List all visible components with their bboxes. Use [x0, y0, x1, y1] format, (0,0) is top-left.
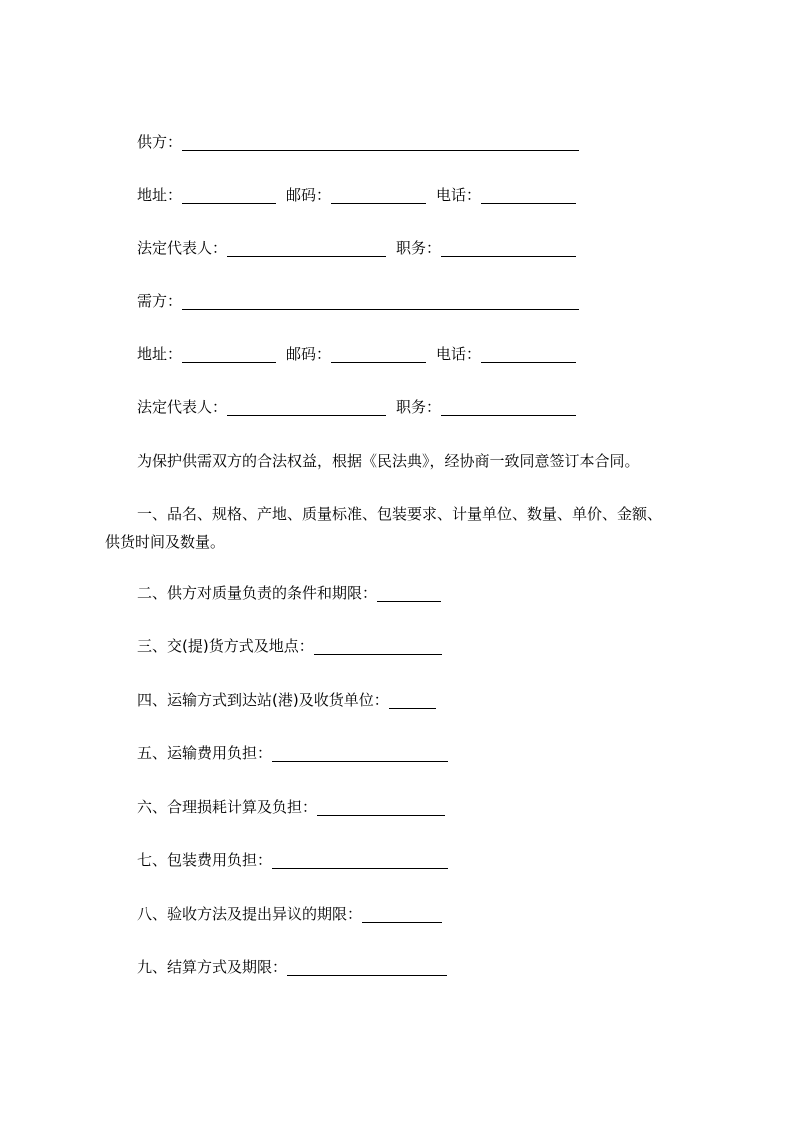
supplier-name-row: [137, 130, 579, 154]
buyer-rep-row: [137, 395, 576, 419]
clause-8-blank[interactable]: [362, 906, 442, 923]
buyer-postcode-blank[interactable]: [331, 346, 426, 363]
buyer-postcode-label: 邮码：: [286, 345, 332, 363]
supplier-phone-blank[interactable]: [481, 187, 576, 204]
clause-5-row: [137, 741, 448, 765]
supplier-name-label: 供方：: [137, 133, 183, 151]
supplier-name-blank[interactable]: [182, 134, 579, 151]
supplier-postcode-blank[interactable]: [331, 187, 426, 204]
buyer-name-row: [137, 289, 579, 313]
clause-7-blank[interactable]: [272, 852, 448, 869]
clause-6-blank[interactable]: [317, 799, 445, 816]
supplier-postcode-label: 邮码：: [286, 186, 332, 204]
buyer-contact-row: [137, 342, 576, 366]
clause-6-row: [137, 795, 445, 819]
clause-5-blank[interactable]: [272, 745, 448, 762]
supplier-contact-row: [137, 183, 576, 207]
buyer-title-label: 职务：: [396, 398, 442, 416]
buyer-rep-label: 法定代表人：: [137, 398, 228, 416]
preamble-text: 为保护供需双方的合法权益，根据《民法典》，经协商一致同意签订本合同。: [137, 452, 640, 470]
buyer-title-blank[interactable]: [441, 399, 576, 416]
supplier-address-label: 地址：: [137, 186, 183, 204]
supplier-rep-blank[interactable]: [227, 240, 386, 257]
clause-1-line-1: 一、品名、规格、产地、质量标准、包装要求、计量单位、数量、单价、金额、: [137, 505, 663, 523]
supplier-title-label: 职务：: [396, 239, 442, 257]
clause-5-label: 五、运输费用负担：: [137, 744, 273, 762]
buyer-address-label: 地址：: [137, 345, 183, 363]
clause-2-label: 二、供方对质量负责的条件和期限：: [137, 584, 378, 602]
clause-9-blank[interactable]: [287, 959, 447, 976]
clause-8-label: 八、验收方法及提出异议的期限：: [137, 905, 363, 923]
clause-7-label: 七、包装费用负担：: [137, 851, 273, 869]
clause-3-blank[interactable]: [314, 638, 442, 655]
clause-9-label: 九、结算方式及期限：: [137, 958, 288, 976]
clause-6-label: 六、合理损耗计算及负担：: [137, 798, 318, 816]
buyer-rep-blank[interactable]: [227, 399, 386, 416]
buyer-phone-blank[interactable]: [481, 346, 576, 363]
supplier-address-blank[interactable]: [182, 187, 276, 204]
buyer-phone-label: 电话：: [436, 345, 482, 363]
buyer-name-blank[interactable]: [182, 293, 579, 310]
buyer-name-label: 需方：: [137, 292, 183, 310]
clause-4-label: 四、运输方式到达站(港)及收货单位：: [137, 691, 389, 709]
clause-4-row: [137, 688, 436, 712]
supplier-rep-row: [137, 236, 576, 260]
clause-8-row: [137, 902, 442, 926]
clause-1-line-2: 供货时间及数量。: [105, 533, 226, 551]
supplier-rep-label: 法定代表人：: [137, 239, 228, 257]
clause-9-row: [137, 955, 447, 979]
clause-4-blank[interactable]: [389, 692, 436, 709]
clause-3-row: [137, 634, 442, 658]
clause-2-blank[interactable]: [377, 585, 441, 602]
clause-3-label: 三、交(提)货方式及地点：: [137, 637, 314, 655]
clause-2-row: [137, 581, 441, 605]
buyer-address-blank[interactable]: [182, 346, 276, 363]
clause-7-row: [137, 848, 448, 872]
supplier-title-blank[interactable]: [441, 240, 576, 257]
supplier-phone-label: 电话：: [436, 186, 482, 204]
